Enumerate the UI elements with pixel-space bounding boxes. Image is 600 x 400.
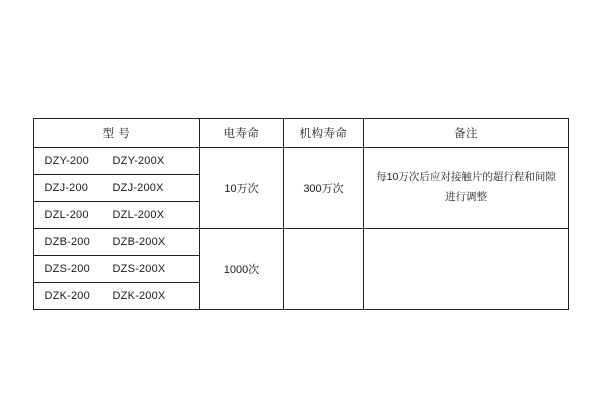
header-electrical-life: 电寿命 (200, 119, 284, 148)
remark-line-2: 进行调整 (445, 191, 487, 203)
model-code-primary: DZS-200 (44, 263, 90, 275)
model-cell (34, 283, 200, 310)
table-header-row (34, 119, 569, 148)
model-code-secondary: DZK-200X (112, 290, 166, 302)
spec-table-container (33, 118, 568, 310)
header-remark: 备注 (364, 119, 569, 148)
remark-line-1: 每10万次后应对接触片的超行程和间隙 (376, 171, 556, 184)
remark-cell (364, 148, 569, 229)
model-code-secondary: DZJ-200X (112, 182, 164, 194)
remark-cell (364, 229, 569, 310)
model-code-secondary: DZB-200X (112, 236, 166, 248)
model-code-secondary: DZS-200X (112, 263, 166, 275)
model-code-primary: DZL-200 (44, 209, 89, 221)
model-code-primary: DZY-200 (44, 155, 89, 167)
model-code-primary: DZK-200 (44, 290, 90, 302)
mechanical-life-value (284, 229, 364, 310)
table-row (34, 229, 569, 256)
model-code-primary: DZB-200 (44, 236, 90, 248)
model-cell (34, 175, 200, 202)
table-row (34, 148, 569, 175)
header-model: 型 号 (34, 119, 200, 148)
model-code-secondary: DZL-200X (112, 209, 165, 221)
model-cell (34, 256, 200, 283)
model-code-primary: DZJ-200 (44, 182, 89, 194)
mechanical-life-value: 300万次 (284, 148, 364, 229)
model-cell (34, 202, 200, 229)
electrical-life-value: 1000次 (200, 229, 284, 310)
model-code-secondary: DZY-200X (112, 155, 165, 167)
model-cell (34, 229, 200, 256)
spec-table (33, 118, 569, 310)
model-cell (34, 148, 200, 175)
electrical-life-value: 10万次 (200, 148, 284, 229)
header-mechanical-life: 机构寿命 (284, 119, 364, 148)
